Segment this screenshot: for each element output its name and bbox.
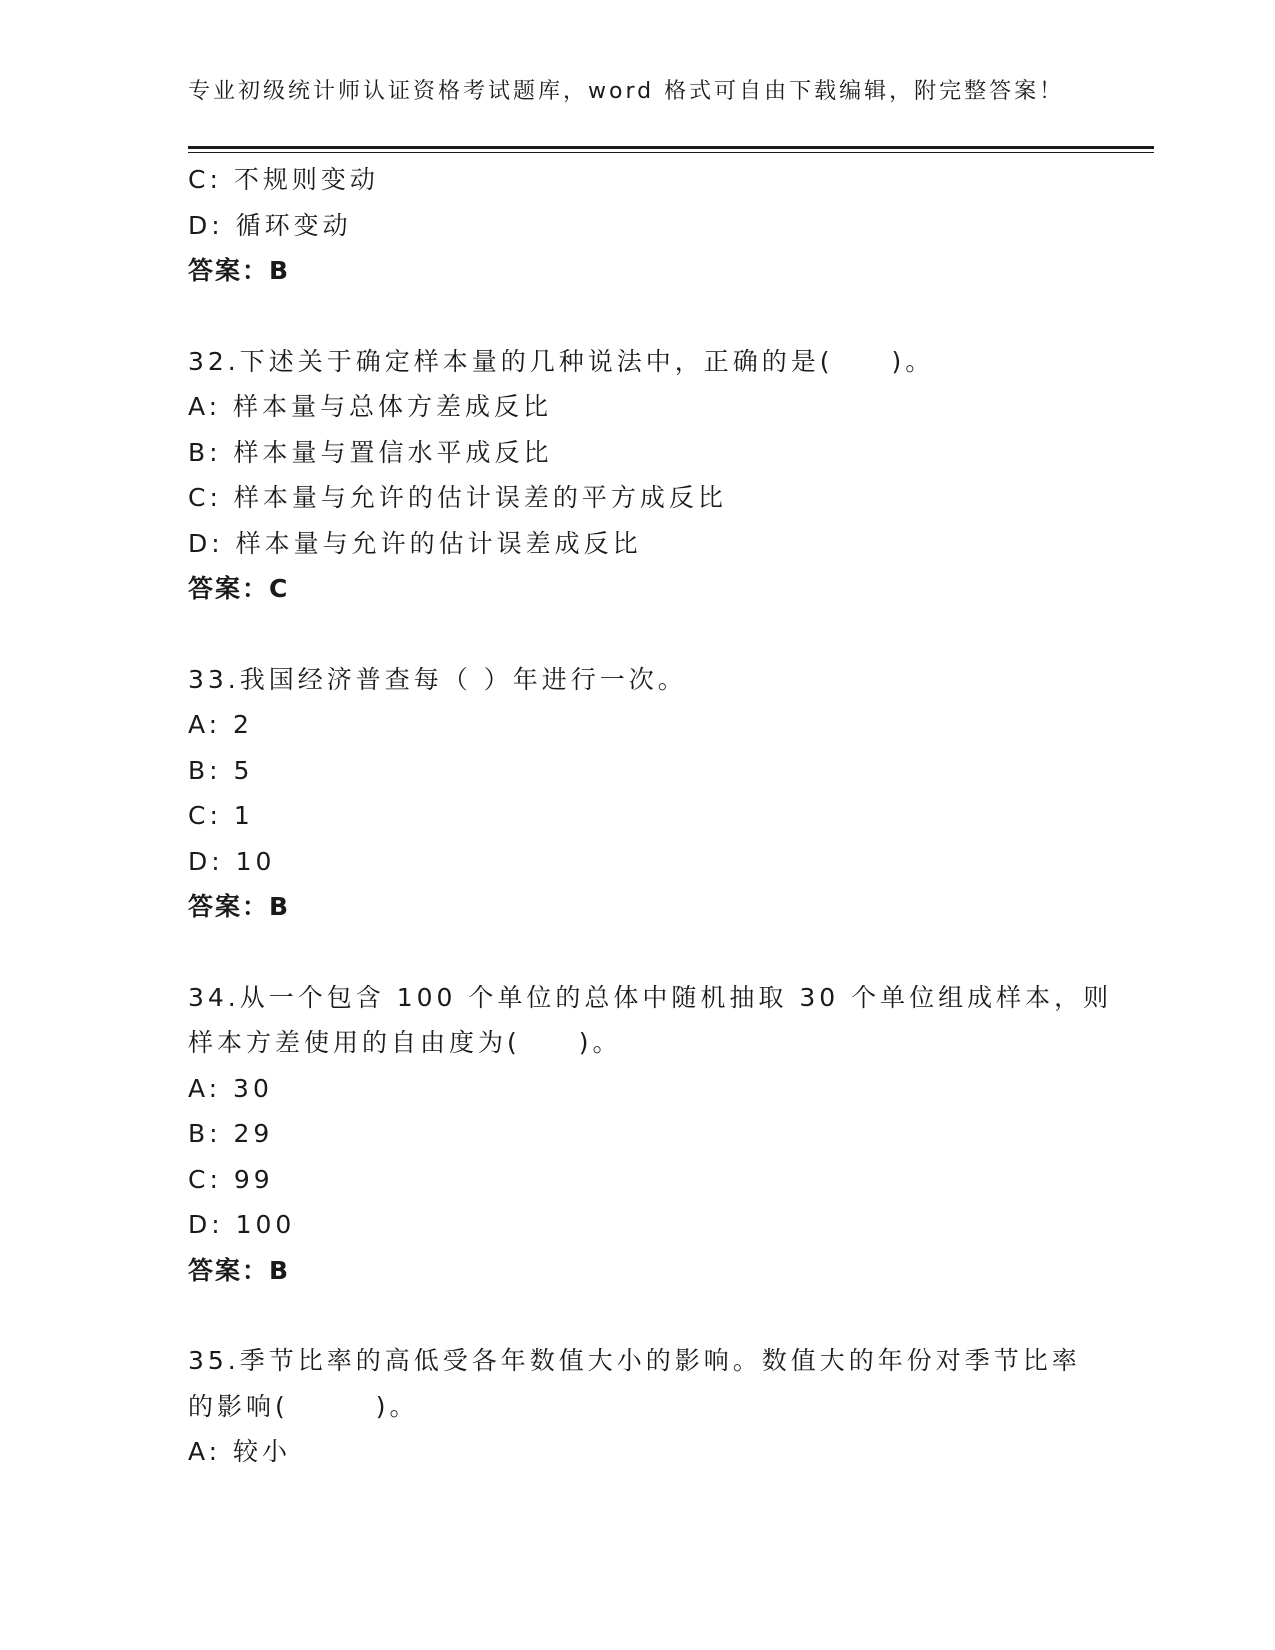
q32-option-d: D: 样本量与允许的估计误差成反比: [188, 528, 642, 558]
q33-option-c: C: 1: [188, 801, 254, 830]
question-content: [188, 157, 1113, 1475]
spacer: [188, 930, 1088, 975]
spacer: [188, 612, 1088, 657]
q33-option-b: B: 5: [188, 755, 254, 785]
q32-stem: 32.下述关于确定样本量的几种说法中，正确的是( )。: [188, 346, 935, 376]
q34-answer: 答案：B: [188, 1255, 291, 1285]
prev-option-d: D: 循环变动: [188, 210, 352, 240]
header-rule-thin: [188, 152, 1154, 153]
page-header-title: 专业初级统计师认证资格考试题库，word 格式可自由下载编辑，附完整答案！: [188, 79, 1065, 104]
prev-option-c: C: 不规则变动: [188, 165, 379, 194]
q33-option-a: A: 2: [188, 710, 253, 739]
q34-option-a: A: 30: [188, 1073, 273, 1103]
prev-answer: 答案：B: [188, 256, 291, 285]
q32-option-c: C: 样本量与允许的估计误差的平方成反比: [188, 483, 727, 512]
q33-option-d: D: 10: [188, 846, 276, 876]
q34-stem-line2: 样本方差使用的自由度为( )。: [188, 1028, 622, 1057]
header-rule-thick: [188, 146, 1154, 149]
q32-option-a: A: 样本量与总体方差成反比: [188, 392, 553, 421]
q33-stem: 33.我国经济普查每（ ）年进行一次。: [188, 664, 687, 694]
q32-option-b: B: 样本量与置信水平成反比: [188, 437, 553, 467]
q34-option-b: B: 29: [188, 1119, 274, 1148]
spacer: [188, 1293, 1088, 1338]
q32-answer: 答案：C: [188, 574, 290, 603]
q33-answer: 答案：B: [188, 892, 291, 921]
q35-stem-line1: 35.季节比率的高低受各年数值大小的影响。数值大的年份对季节比率: [188, 1346, 1081, 1375]
q35-stem-line2: 的影响( )。: [188, 1391, 419, 1421]
q35-option-a: A: 较小: [188, 1437, 292, 1466]
q34-stem-line1: 34.从一个包含 100 个单位的总体中随机抽取 30 个单位组成样本，则: [188, 982, 1113, 1012]
q34-option-c: C: 99: [188, 1164, 274, 1194]
q34-option-d: D: 100: [188, 1210, 296, 1239]
spacer: [188, 294, 1088, 339]
